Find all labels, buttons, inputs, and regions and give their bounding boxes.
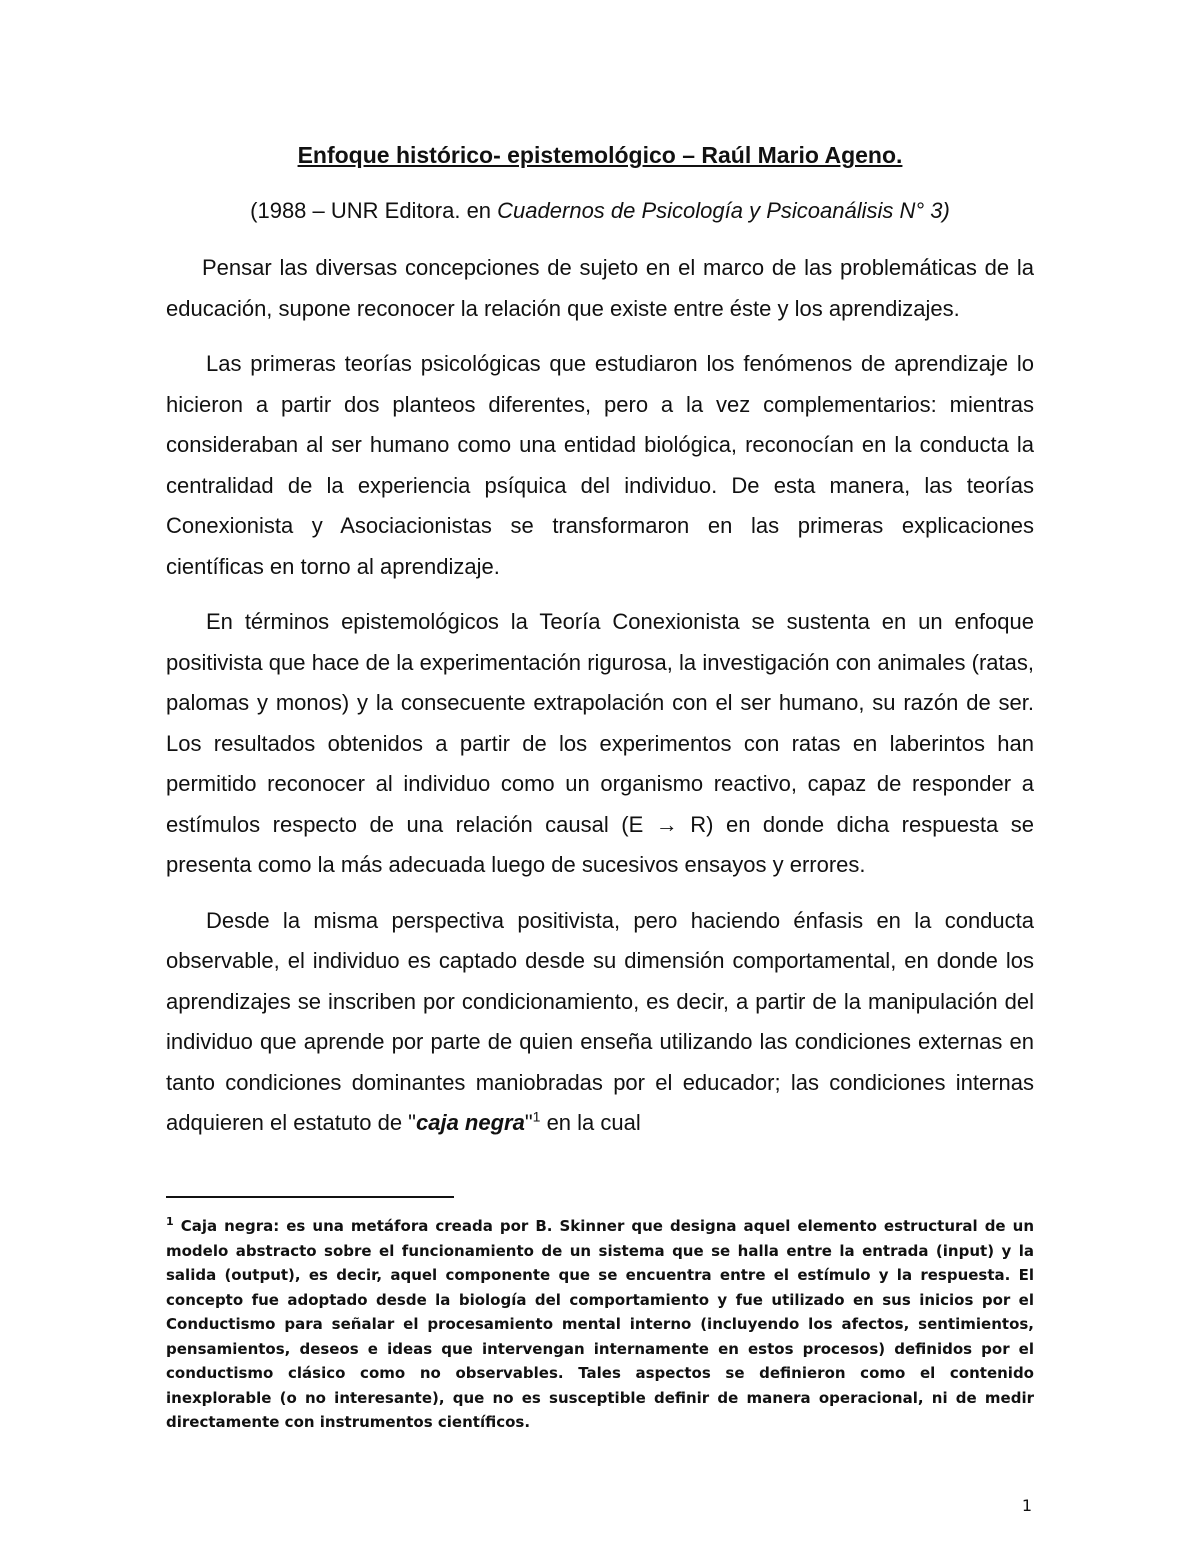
arrow-right-icon: → bbox=[655, 811, 678, 837]
paragraph-4-quote-close: " bbox=[524, 1110, 533, 1135]
paragraph-3 bbox=[166, 602, 1034, 886]
footnote-text: Caja negra: es una metáfora creada por B. Skinner que designa aquel elemento estructural de un modelo abstracto sobre el funcionamiento de un sistema que se halla entre la entrada (input) y la salida (output), es decir, aquel componente que se encuentra entre el estímulo y la respuesta. El concepto fue adoptado desde la biología del comportamiento y fue utilizado en sus inicios por el Conductismo para señalar el procesamiento mental interno (incluyendo los afectos, sentimientos, pensamientos, deseos e ideas que intervengan internamente en estos procesos) definidos por el conductismo clásico como no observables. Tales aspectos se definieron como el contenido inexplorable (o no interesante), que no es susceptible definir de manera operacional, ni de medir directamente con instrumentos científicos. bbox=[166, 1217, 1034, 1431]
body-text bbox=[166, 248, 1034, 1159]
source-journal: Cuadernos de Psicología y Psicoanálisis N° 3) bbox=[497, 198, 950, 223]
document-title: Enfoque histórico- epistemológico – Raúl Mario Ageno. bbox=[297, 142, 903, 168]
paragraph-3-text-b: R) en donde dicha respuesta se presenta como la más adecuada luego de sucesivos ensayos y errores. bbox=[166, 811, 1035, 877]
paragraph-4 bbox=[166, 901, 1034, 1144]
footnote-separator bbox=[166, 1196, 454, 1198]
paragraph-4-text-a: Desde la misma perspectiva positivista, pero haciendo énfasis en la conducta observable, el individuo es captado desde su dimensión comportamental, en donde los aprendizajes se inscriben por condicionamiento, es decir, a partir de la manipulación del individuo que aprende por parte de quien enseña utilizando las condiciones externas en tanto condiciones dominantes maniobradas por el educador; las condiciones internas adquieren el estatuto de " bbox=[166, 907, 1034, 1135]
source-citation bbox=[0, 196, 1200, 226]
page-number: 1 bbox=[1021, 1496, 1032, 1515]
paragraph-2: Las primeras teorías psicológicas que estudiaron los fenómenos de aprendizaje lo hicieron a partir dos planteos diferentes, pero a la vez complementarios: mientras consideraban al ser humano como una entidad biológica, reconocían en la conducta la centralidad de la experiencia psíquica del individuo. De esta manera, las teorías Conexionista y Asociacionistas se transformaron en las primeras explicaciones científicas en torno al aprendizaje. bbox=[166, 351, 1034, 579]
paragraph-4-italic-term: caja negra bbox=[416, 1110, 525, 1135]
paragraph-3-text-a: En términos epistemológicos la Teoría Conexionista se sustenta en un enfoque positivista que hace de la experimentación rigurosa, la investigación con animales (ratas, palomas y monos) y la consecuente extrapolación con el ser humano, su razón de ser. Los resultados obtenidos a partir de los experimentos con ratas en laberintos han permitido reconocer al individuo como un organismo reactivo, capaz de responder a estímulos respecto de una relación causal (E bbox=[166, 609, 1034, 837]
source-prefix: (1988 – UNR Editora. en bbox=[250, 198, 498, 223]
footnote bbox=[166, 1214, 1034, 1435]
paragraph-1: Pensar las diversas concepciones de sujeto en el marco de las problemáticas de la educación, supone reconocer la relación que existe entre éste y los aprendizajes. bbox=[166, 255, 1034, 321]
footnote-number: 1 bbox=[166, 1215, 174, 1228]
paragraph-4-text-b: en la cual bbox=[540, 1110, 641, 1135]
footnote-reference[interactable]: 1 bbox=[532, 1108, 541, 1125]
